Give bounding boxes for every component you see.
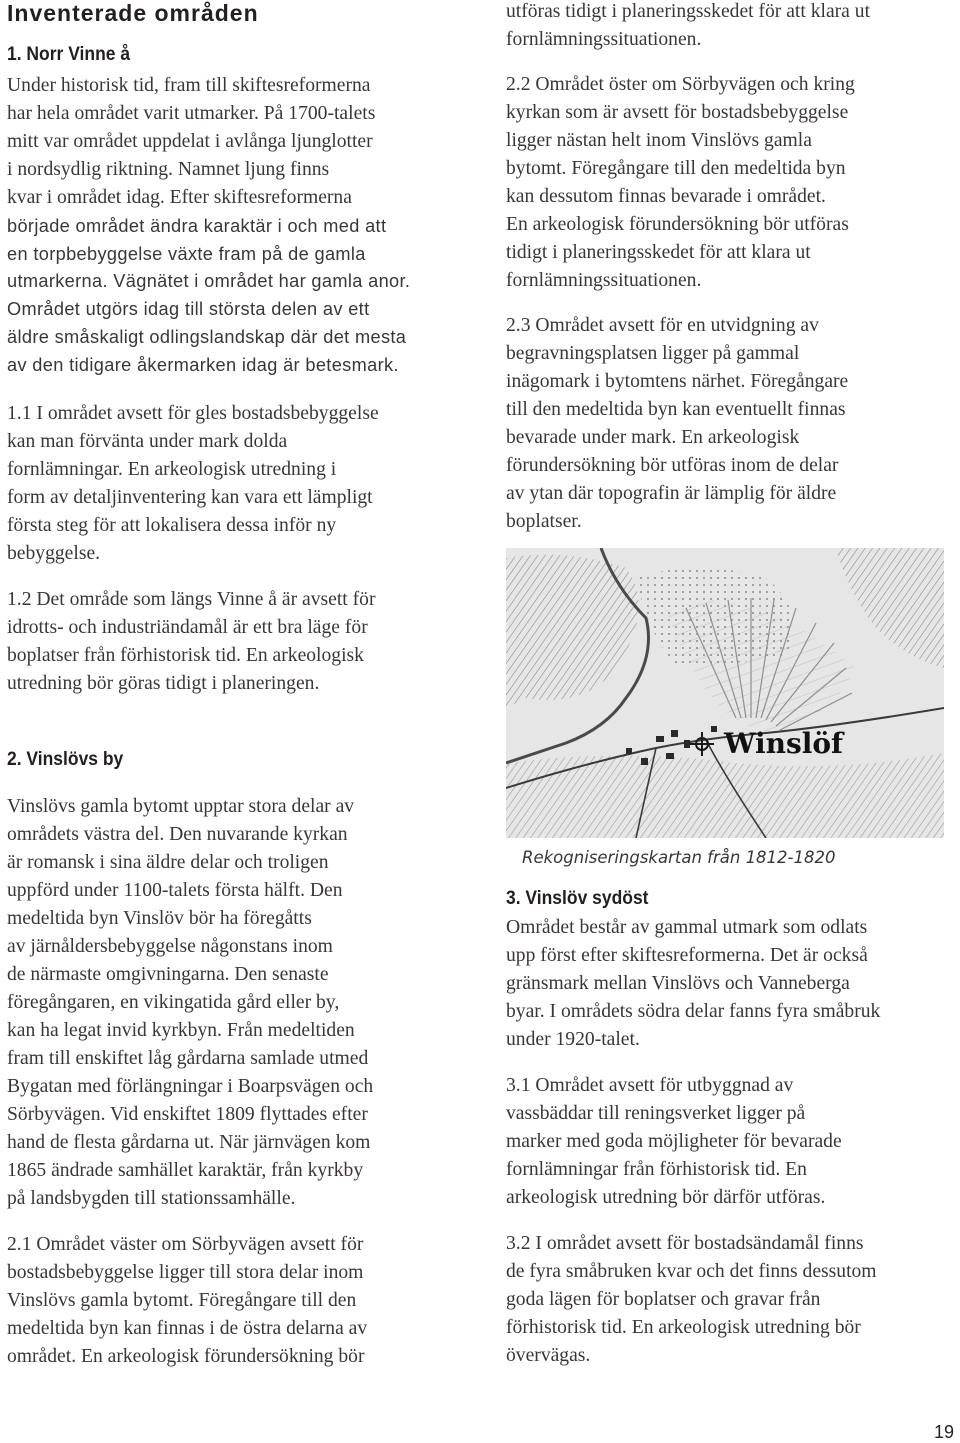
text-line: byar. I områdets södra delar fanns fyra småbruk [506,1001,881,1022]
text-line: 2.1 Området väster om Sörbyvägen avsett för [7,1234,364,1255]
text-line: området. En arkeologisk förundersökning bör [7,1346,365,1367]
paragraph-area-3-2 [506,1230,877,1370]
text-line: av järnåldersbebyggelse någonstans inom [7,936,333,957]
text-line: kvar i området idag. Efter skiftesreformerna [7,187,352,208]
paragraph-area-2-3 [506,312,848,536]
text-line: medeltida byn Vinslöv bör ha föregåtts [7,908,312,929]
text-line: inägomark i bytomtens närhet. Föregångare [506,371,849,392]
text-line: under 1920-talet. [506,1029,640,1050]
text-line: mitt var området uppdelat i avlånga ljunglotter [7,131,373,152]
text-line: kan ha legat invid kyrkbyn. Från medeltiden [7,1020,355,1041]
map-caption: Rekogniseringskartan från 1812-1820 [522,848,836,867]
text-line: gränsmark mellan Vinslövs och Vanneberga [506,973,850,994]
text-line: 1865 ändrade samhället karaktär, från kyrkby [7,1160,364,1181]
text-line: bevarade under mark. En arkeologisk [506,427,800,448]
text-line: föregångaren, en vikingatida gård eller by, [7,992,340,1013]
text-line: bostadsbebyggelse ligger till stora delar inom [7,1262,364,1283]
paragraph-area-2-2 [506,71,855,295]
text-line: utföras tidigt i planeringsskedet för att klara ut [506,1,871,22]
paragraph-norr-vinne-intro-a [7,72,375,212]
text-line: utmarkerna. Vägnätet i området har gamla anor. [7,271,411,292]
text-line: har hela området varit utmarker. På 1700-talets [7,103,376,124]
text-line: uppförd under 1100-talets första hälft. Den [7,880,343,901]
text-line: arkeologisk utredning bör därför utföras. [506,1187,826,1208]
historic-map-image [506,548,944,838]
text-line: Under historisk tid, fram till skiftesreformerna [7,75,371,96]
text-line: goda lägen för boplatser och gravar från [506,1289,821,1310]
section-heading-vinslovs-by: 2. Vinslövs by [7,749,124,770]
text-line: började området ändra karaktär i och med att [7,216,387,236]
text-line: förhistorisk tid. En arkeologisk utredning bör [506,1317,861,1338]
text-line: en torpbebyggelse växte fram på de gamla [7,243,366,264]
text-line: tidigt i planeringsskedet för att klara ut [506,242,811,263]
text-line: av ytan där topografin är lämplig för äldre [506,483,837,504]
text-line: ligger nästan helt inom Vinslövs gamla [506,130,812,151]
text-line: 1.1 I området avsett för gles bostadsbebyggelse [7,403,379,424]
paragraph-area-2-1 [7,1231,367,1371]
paragraph-area-1-1 [7,400,379,568]
text-line: Området består av gammal utmark som odlats [506,917,868,938]
text-line: på landsbygden till stationssamhälle. [7,1188,296,1209]
text-line: hand de flesta gårdarna ut. När järnvägen kom [7,1132,371,1153]
map-drawing [506,548,944,838]
text-line: form av detaljinventering kan vara ett lämpligt [7,487,373,508]
text-line: till den medeltida byn kan eventuellt finnas [506,399,846,420]
text-line: 2.2 Området öster om Sörbyvägen och kring [506,74,855,95]
section-heading-norr-vinne: 1. Norr Vinne å [7,44,131,65]
text-line: vassbäddar till reningsverket ligger på [506,1103,806,1124]
text-line: 3.1 Området avsett för utbyggnad av [506,1075,794,1096]
text-line: Vinslövs gamla bytomt. Föregångare till den [7,1290,357,1311]
text-line: de fyra småbruken kvar och det finns dessutom [506,1261,877,1282]
text-line: kan dessutom finnas bevarade i området. [506,186,826,207]
text-line: övervägas. [506,1345,591,1366]
text-line: Vinslövs gamla bytomt upptar stora delar av [7,796,355,817]
text-line: 1.2 Det område som längs Vinne å är avsett för [7,589,376,610]
paragraph-norr-vinne-intro-b [7,213,410,379]
text-line: utredning bör göras tidigt i planeringen. [7,673,320,694]
text-line: Bygatan med förlängningar i Boarpsvägen och [7,1076,374,1097]
text-line: medeltida byn kan finnas i de östra delarna av [7,1318,368,1339]
text-line: boplatser. [506,511,582,532]
text-line: första steg för att lokalisera dessa inför ny [7,515,337,536]
text-line: fram till enskiftet låg gårdarna samlade utmed [7,1048,369,1069]
text-line: boplatser från förhistorisk tid. En arkeologisk [7,645,364,666]
paragraph-vinslovs-by-intro [7,793,373,1213]
page-number: 19 [934,1422,955,1442]
map-hatched-area-south [506,753,944,838]
map-place-label: Winslöf [724,727,844,760]
text-line: äldre småskaligt odlingslandskap där det mesta [7,326,407,347]
paragraph-area-2-1-continued [506,0,870,54]
text-line: de närmaste omgivningarna. Den senaste [7,964,329,985]
paragraph-area-1-2 [7,586,375,698]
page-title: Inventerade områden [7,0,259,26]
text-line: bytomt. Föregångare till den medeltida byn [506,158,846,179]
text-line: i nordsydlig riktning. Namnet ljung finns [7,159,330,180]
text-line: fornlämningar från förhistorisk tid. En [506,1159,807,1180]
section-heading-vinslov-sydost: 3. Vinslöv sydöst [506,888,649,909]
text-line: Området utgörs idag till största delen av ett [7,299,370,320]
text-line: förundersökning bör utföras inom de delar [506,455,839,476]
text-line: kyrkan som är avsett för bostadsbebyggelse [506,102,849,123]
text-line: bebyggelse. [7,543,101,564]
text-line: idrotts- och industriändamål är ett bra läge för [7,617,368,638]
text-line: 3.2 I området avsett för bostadsändamål finns [506,1233,864,1254]
text-line: fornlämningssituationen. [506,29,702,50]
text-line: upp först efter skiftesreformerna. Det är också [506,945,868,966]
text-line: områdets västra del. Den nuvarande kyrkan [7,824,348,845]
text-line: marker med goda möjligheter för bevarade [506,1131,842,1152]
text-line: kan man förvänta under mark dolda [7,431,288,452]
text-line: av den tidigare åkermarken idag är betesmark. [7,354,399,375]
paragraph-area-3-1 [506,1072,842,1212]
text-line: 2.3 Området avsett för en utvidgning av [506,315,819,336]
text-line: är romansk i sina äldre delar och troligen [7,852,329,873]
text-line: fornlämningssituationen. [506,270,702,291]
text-line: begravningsplatsen ligger på gammal [506,343,800,364]
text-line: En arkeologisk förundersökning bör utföras [506,214,849,235]
text-line: Sörbyvägen. Vid enskiftet 1809 flyttades efter [7,1104,368,1125]
paragraph-vinslov-sydost-intro [506,914,880,1054]
text-line: fornlämningar. En arkeologisk utredning i [7,459,337,480]
